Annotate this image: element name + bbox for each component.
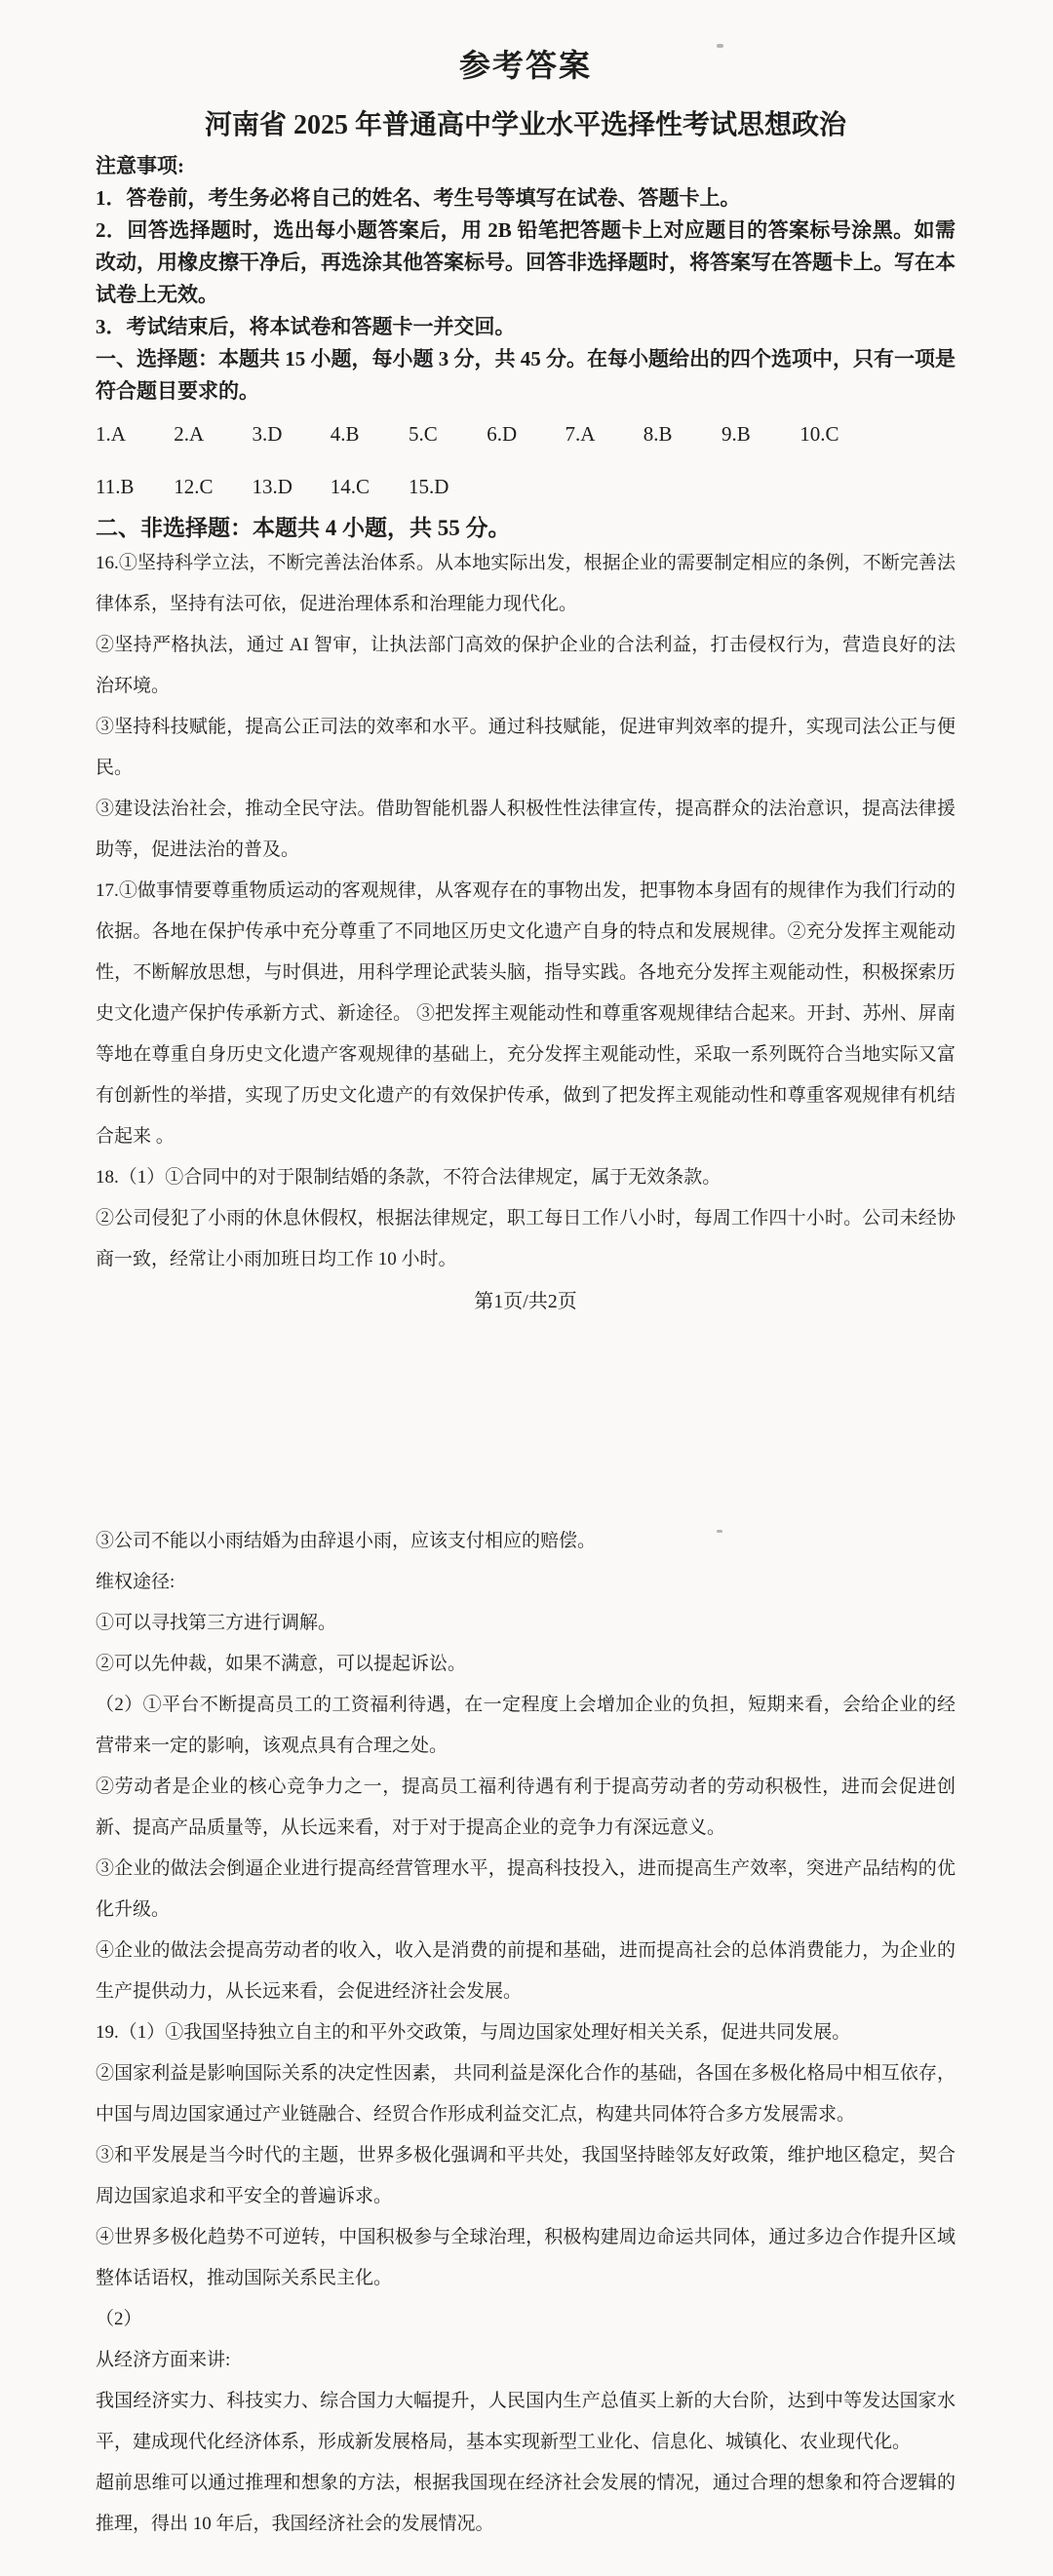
answer-paragraph-18-ways: 维权途径: bbox=[96, 1572, 176, 1592]
answer-paragraph-18b-2: ②劳动者是企业的核心竞争力之一，提高员工福利待遇有利于提高劳动者的劳动积极性，进而会促进创新、提高产品质量等，从长远来看，对于对于提高企业的竞争力有深远意义。 bbox=[96, 1776, 956, 1838]
answer-paragraph-18-w1: ①可以寻找第三方进行调解。 bbox=[96, 1613, 337, 1633]
subjective-answers-page2 bbox=[96, 1521, 956, 2545]
answer-item-10: 10.C bbox=[800, 422, 839, 446]
subjective-section-heading: 二、非选择题：本题共 4 小题，共 55 分。 bbox=[96, 516, 511, 540]
notice-item-3: 3．考试结束后，将本试卷和答题卡一并交回。 bbox=[96, 315, 516, 338]
answer-paragraph-18-2: ②公司侵犯了小雨的休息休假权，根据法律规定，职工每日工作八小时，每周工作四十小时。公司未经协商一致，经常让小雨加班日均工作 10 小时。 bbox=[96, 1208, 956, 1269]
answer-paragraph-19-3: ③和平发展是当今时代的主题，世界多极化强调和平共处，我国坚持睦邻友好政策，维护地区稳定，契合周边国家追求和平安全的普遍诉求。 bbox=[96, 2145, 956, 2206]
notice-item-1: 1．答卷前，考生务必将自己的姓名、考生号等填写在试卷、答题卡上。 bbox=[96, 186, 741, 210]
answer-row-2 bbox=[96, 474, 956, 500]
document-subtitle: 河南省 2025 年普通高中学业水平选择性考试思想政治 bbox=[204, 110, 846, 140]
answer-paragraph-19b-1: 我国经济实力、科技实力、综合国力大幅提升，人民国内生产总值买上新的大台阶，达到中等发达国家水平，建成现代化经济体系，形成新发展格局，基本实现新型工业化、信息化、城镇化、农业现代化。 bbox=[96, 2391, 956, 2452]
page-footer: 第1页/共2页 bbox=[474, 1291, 577, 1312]
answer-paragraph-19b: （2） bbox=[96, 2309, 142, 2329]
answer-paragraph-18-1: 18.（1）①合同中的对于限制结婚的条款，不符合法律规定，属于无效条款。 bbox=[96, 1167, 722, 1188]
answer-item-4: 4.B bbox=[330, 422, 360, 446]
answer-item-3: 3.D bbox=[252, 422, 283, 446]
answer-paragraph-18b-3: ③企业的做法会倒逼企业进行提高经营管理水平，提高科技投入，进而提高生产效率，突进产品结构的优化升级。 bbox=[96, 1858, 956, 1920]
notice-item-2: 2．回答选择题时，选出每小题答案后，用 2B 铅笔把答题卡上对应题目的答案标号涂黑。如需改动，用橡皮擦干净后，再选涂其他答案标号。回答非选择题时，将答案写在答题卡上。写在本试卷上无效。 bbox=[96, 218, 956, 306]
answer-paragraph-16-1: 16.①坚持科学立法，不断完善法治体系。从本地实际出发，根据企业的需要制定相应的条例，不断完善法律体系，坚持有法可依，促进治理体系和治理能力现代化。 bbox=[96, 553, 956, 614]
answer-item-12: 12.C bbox=[174, 475, 214, 498]
scan-artifact-speck bbox=[717, 44, 723, 48]
answer-row-1 bbox=[96, 421, 956, 448]
answer-item-8: 8.B bbox=[643, 422, 673, 446]
answer-paragraph-16-2: ②坚持严格执法，通过 AI 智审，让执法部门高效的保护企业的合法利益，打击侵权行为，营造良好的法治环境。 bbox=[96, 635, 956, 696]
document-title: 参考答案 bbox=[458, 48, 592, 83]
answer-item-2: 2.A bbox=[174, 422, 205, 446]
scan-artifact-speck bbox=[717, 1530, 722, 1533]
answer-paragraph-16-3: ③坚持科技赋能，提高公正司法的效率和水平。通过科技赋能，促进审判效率的提升，实现司法公正与便民。 bbox=[96, 717, 956, 778]
answer-item-1: 1.A bbox=[96, 422, 126, 446]
page-break-gap bbox=[0, 1314, 1053, 1523]
subjective-answers-page1 bbox=[96, 543, 956, 1280]
answer-paragraph-19b-2: 超前思维可以通过推理和想象的方法，根据我国现在经济社会发展的情况，通过合理的想象和符合逻辑的推理，得出 10 年后，我国经济社会的发展情况。 bbox=[96, 2473, 956, 2534]
answer-item-15: 15.D bbox=[409, 475, 449, 498]
notice-heading: 注意事项: bbox=[96, 154, 184, 177]
answer-paragraph-19b-intro: 从经济方面来讲: bbox=[96, 2350, 231, 2370]
answer-paragraph-19-4: ④世界多极化趋势不可逆转，中国积极参与全球治理，积极构建周边命运共同体，通过多边合作提升区域整体话语权，推动国际关系民主化。 bbox=[96, 2227, 956, 2288]
answer-item-5: 5.C bbox=[409, 422, 438, 446]
answer-item-9: 9.B bbox=[722, 422, 751, 446]
answer-item-13: 13.D bbox=[252, 475, 292, 498]
answer-item-14: 14.C bbox=[330, 475, 370, 498]
answer-paragraph-18b-1: （2）①平台不断提高员工的工资福利待遇，在一定程度上会增加企业的负担，短期来看，会给企业的经营带来一定的影响，该观点具有合理之处。 bbox=[96, 1695, 956, 1756]
choice-section-heading: 一、选择题：本题共 15 小题，每小题 3 分，共 45 分。在每小题给出的四个选项中，只有一项是符合题目要求的。 bbox=[96, 347, 956, 403]
page2 bbox=[0, 1521, 1053, 2545]
answer-paragraph-18-w2: ②可以先仲裁，如果不满意，可以提起诉讼。 bbox=[96, 1654, 467, 1674]
answer-paragraph-18b-4: ④企业的做法会提高劳动者的收入，收入是消费的前提和基础，进而提高社会的总体消费能力，为企业的生产提供动力，从长远来看，会促进经济社会发展。 bbox=[96, 1940, 956, 2002]
answer-item-7: 7.A bbox=[565, 422, 596, 446]
answer-paragraph-18-3: ③公司不能以小雨结婚为由辞退小雨，应该支付相应的赔偿。 bbox=[96, 1531, 597, 1551]
answer-paragraph-17: 17.①做事情要尊重物质运动的客观规律，从客观存在的事物出发，把事物本身固有的规律作为我们行动的依据。各地在保护传承中充分尊重了不同地区历史文化遗产自身的特点和发展规律。②充分发挥主观能动性，不断解放思想，与时俱进，用科学理论武装头脑，指导实践。各地充分发挥主观能动性，积极探索历史文化遗产保护传承新方式、新途径。 ③把发挥主观能动性和尊重客观规律结合起来。开封、苏州、屏南等地在尊重自身历史文化遗产客观规律的基础上，充分发挥主观能动性，采取一系列既符合当地实际又富有创新性的举措，实现了历史文化遗产的有效保护传承，做到了把发挥主观能动性和尊重客观规律有机结合起来 。 bbox=[96, 880, 956, 1147]
answer-item-6: 6.D bbox=[487, 422, 518, 446]
answer-item-11: 11.B bbox=[96, 475, 135, 498]
answer-paragraph-19-2: ②国家利益是影响国际关系的决定性因素， 共同利益是深化合作的基础，各国在多极化格局中相互依存，中国与周边国家通过产业链融合、经贸合作形成利益交汇点，构建共同体符合多方发展需求。 bbox=[96, 2063, 956, 2125]
notice-section bbox=[96, 150, 956, 408]
answer-paragraph-19-1: 19.（1）①我国坚持独立自主的和平外交政策，与周边国家处理好相关关系，促进共同发展。 bbox=[96, 2022, 851, 2043]
answer-paragraph-16-4: ③建设法治社会，推动全民守法。借助智能机器人积极性性法律宣传，提高群众的法治意识，提高法律援助等，促进法治的普及。 bbox=[96, 799, 956, 860]
